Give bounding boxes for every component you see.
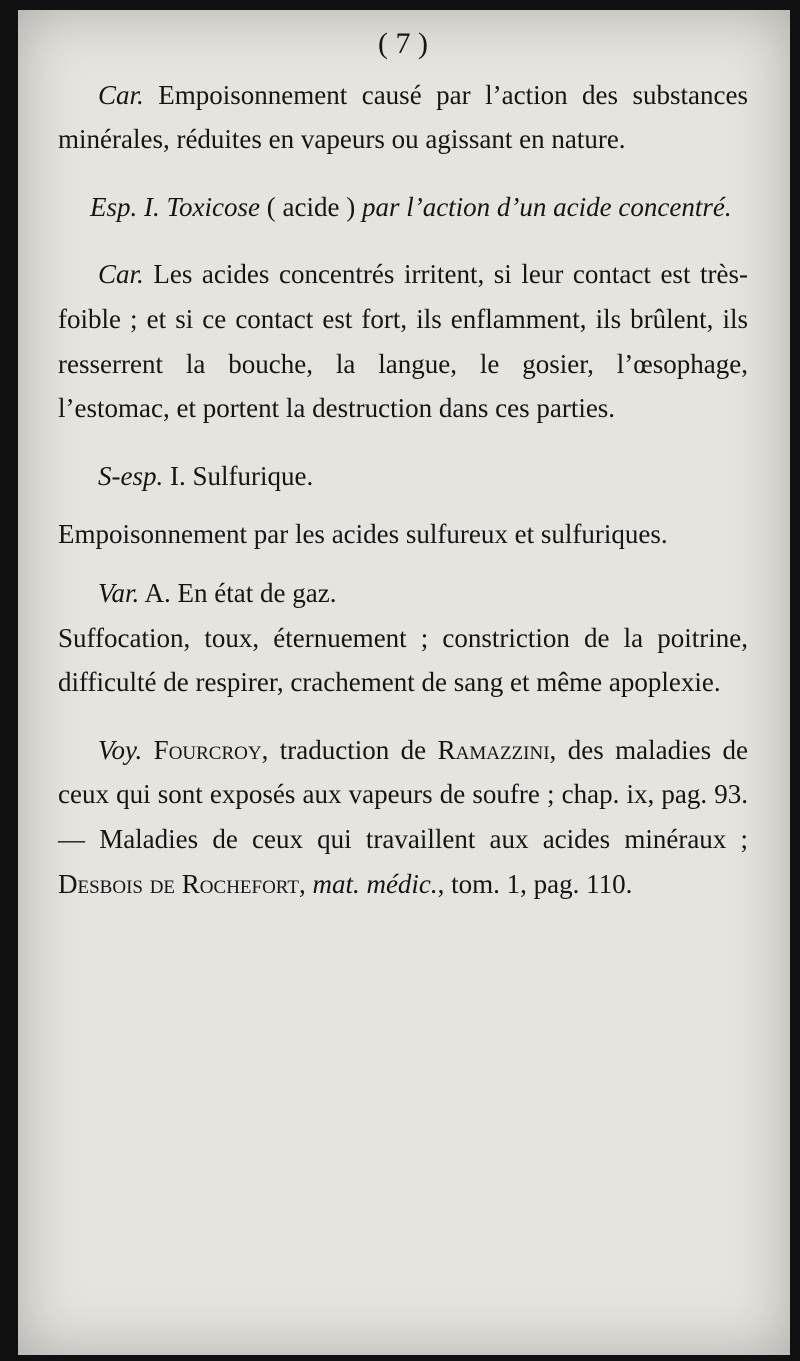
esp-label: Esp. I. — [90, 191, 167, 222]
acid-characteristics-text: Les acides concentrés irritent, si leur contact est très-foible ; et si ce contact est fort, ils enflamment, ils brûlent, ils resserrent la bouche, la langue, le gosier, l’œsophage, l’estomac, et portent la destruction dans ces parties. — [58, 259, 748, 424]
page-number: ( 7 ) — [378, 27, 428, 60]
author-fourcroy: Fourcroy — [142, 734, 262, 765]
ref-mat-medic: mat. médic. — [312, 868, 438, 899]
acid-characteristics-paragraph — [58, 252, 748, 430]
car-label-2: Car. — [98, 259, 144, 290]
ref-text-2: , des maladies de ceux qui sont exposés aux vapeurs de soufre ; chap. ix, pag. 93. — Maladies de ceux qui travaillent aux acides minéraux ; — [58, 734, 748, 854]
ref-text-1: , traduction de — [261, 734, 438, 765]
author-desbois: Desbois de Rochefort — [58, 868, 299, 899]
variety-heading — [58, 571, 748, 616]
ref-text-4: , tom. 1, pag. 110. — [437, 868, 633, 899]
var-label: Var. — [98, 577, 140, 608]
subspecies-heading — [58, 454, 748, 499]
ref-text-3: , — [298, 868, 313, 899]
car-text: Empoisonnement causé par l’action des substances minérales, réduites en vapeurs ou agissant en nature. — [58, 79, 748, 155]
car-label: Car. — [98, 79, 144, 110]
references-paragraph — [58, 728, 748, 906]
author-ramazzini: Ramazzini — [437, 734, 550, 765]
species-name: Toxicose — [166, 191, 260, 222]
page-text-block — [58, 22, 748, 906]
voy-label: Voy. — [98, 734, 143, 765]
book-page — [18, 10, 790, 1355]
sesp-label: S-esp. — [98, 460, 164, 491]
species-heading — [58, 185, 748, 230]
symptoms-paragraph: Suffocation, toux, éternuement ; constriction de la poitrine, difficulté de respirer, crachement de sang et même apoplexie. — [58, 622, 748, 698]
subspecies-text: I. Sulfurique. — [163, 460, 314, 491]
poisoning-paragraph: Empoisonnement par les acides sulfureux et sulfuriques. — [58, 519, 668, 550]
characteristics-paragraph — [58, 73, 748, 162]
variety-text: A. En état de gaz. — [139, 577, 337, 608]
species-rest: par l’action d’un acide concentré. — [361, 191, 732, 222]
species-paren: ( acide ) — [260, 191, 362, 222]
